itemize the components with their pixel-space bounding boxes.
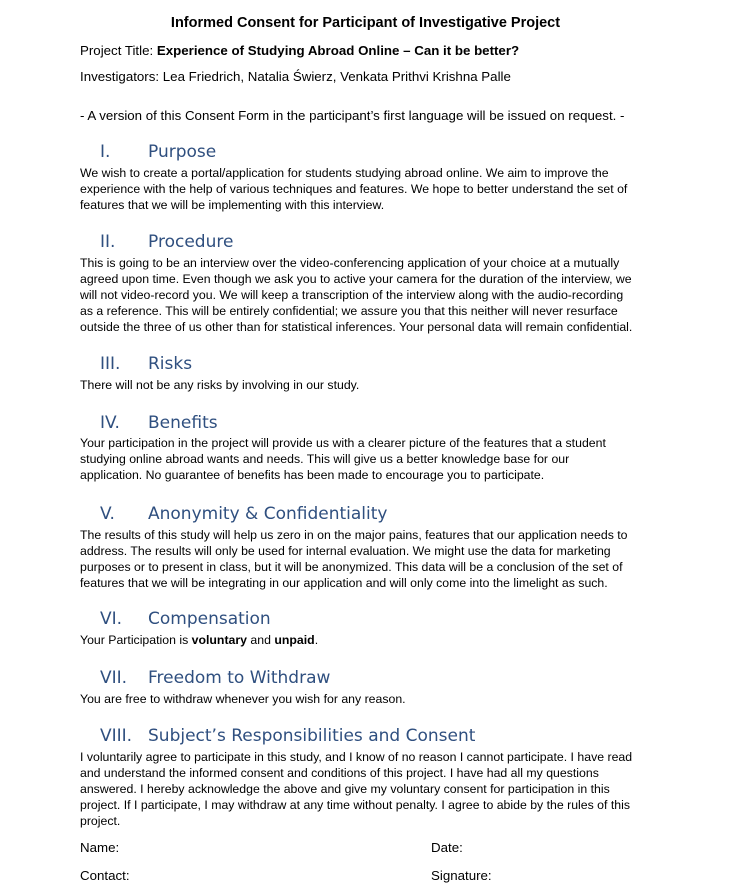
text-line: outside the three of us other than for statistical inferences. Your personal data will remain confidential. — [80, 319, 633, 334]
section-number: VI. — [100, 609, 123, 629]
text-line: The results of this study will help us zero in on the major pains, features that our application needs to — [80, 528, 628, 542]
compensation-unpaid: unpaid — [274, 633, 315, 647]
text-line: application. No guarantee of benefits has been made to encourage you to participate. — [80, 467, 545, 482]
section-body-risks — [80, 378, 665, 394]
section-number: I. — [100, 142, 111, 162]
text-line: I voluntarily agree to participate in this study, and I know of no reason I cannot participate. I have read — [80, 750, 633, 764]
section-title: Risks — [148, 354, 193, 374]
section-heading-procedure — [100, 232, 233, 252]
text-line: project. — [80, 813, 121, 828]
language-note: - A version of this Consent Form in the participant’s first language will be issued on request. - — [80, 108, 625, 123]
section-body-compensation — [80, 633, 665, 649]
text-line: You are free to withdraw whenever you wish for any reason. — [80, 692, 406, 706]
text-line: and understand the informed consent and conditions of this project. I have had all my questions — [80, 765, 599, 780]
document-title: Informed Consent for Participant of Investigative Project — [170, 15, 561, 31]
compensation-suffix: . — [314, 633, 319, 647]
compensation-and: and — [247, 633, 275, 647]
section-title: Compensation — [148, 609, 271, 629]
section-body-consent — [80, 750, 665, 830]
project-title-line — [80, 43, 519, 58]
text-line: agreed upon time. Even though we ask you to active your camera for the duration of the interview, we — [80, 271, 632, 286]
text-line: answered. I hereby acknowledge the above and give my voluntary consent for participation in this — [80, 781, 610, 796]
section-title: Subject’s Responsibilities and Consent — [148, 726, 476, 746]
compensation-prefix: Your Participation is — [80, 633, 192, 647]
section-number: III. — [100, 354, 121, 374]
signature-field-label: Signature: — [431, 868, 492, 883]
project-title-label: Project Title: — [80, 43, 157, 58]
section-body-anonymity — [80, 528, 665, 592]
section-heading-withdraw — [100, 668, 330, 688]
text-line: as a reference. This will be entirely confidential; we assure you that this neither will never resurface — [80, 303, 618, 318]
section-body-procedure — [80, 256, 665, 336]
section-body-purpose — [80, 166, 665, 214]
section-heading-purpose — [100, 142, 216, 162]
section-heading-risks — [100, 354, 192, 374]
investigators-line: Investigators: Lea Friedrich, Natalia Świerz, Venkata Prithvi Krishna Palle — [80, 69, 511, 84]
text-line: We wish to create a portal/application for students studying abroad online. We aim to improve the — [80, 166, 609, 180]
section-heading-compensation — [100, 609, 271, 629]
section-title: Anonymity & Confidentiality — [148, 504, 388, 524]
section-body-withdraw — [80, 692, 665, 708]
section-heading-anonymity — [100, 504, 387, 524]
contact-field-label: Contact: — [80, 868, 130, 883]
section-body-benefits — [80, 436, 665, 484]
name-field-label: Name: — [80, 840, 120, 855]
text-line: features that we will be implementing with this interview. — [80, 197, 385, 212]
text-line: Your participation in the project will provide us with a clearer picture of the features that a student — [80, 436, 606, 450]
text-line: address. The results will only be used for internal evaluation. We might use the data for marketing — [80, 543, 611, 558]
text-line: purposes or to present in class, but it will be anonymized. This data will be a conclusion of the set of — [80, 559, 623, 574]
text-line: project. If I participate, I may withdraw at any time without penalty. I agree to abide by the rules of this — [80, 797, 630, 812]
text-line — [80, 633, 665, 649]
section-title: Procedure — [148, 232, 234, 252]
section-title: Freedom to Withdraw — [148, 668, 331, 688]
section-title: Purpose — [148, 142, 217, 162]
section-heading-consent — [100, 726, 475, 746]
section-heading-benefits — [100, 413, 218, 433]
text-line: studying online abroad wants and needs. This will give us a better knowledge base for our — [80, 451, 570, 466]
section-number: VII. — [100, 668, 128, 688]
text-line: This is going to be an interview over the video-conferencing application of your choice at a mutually — [80, 256, 620, 270]
compensation-voluntary: voluntary — [191, 633, 248, 647]
date-field-label: Date: — [431, 840, 463, 855]
text-line: features that we will be integrating in our application and will only come into the limelight as such. — [80, 575, 608, 590]
section-number: VIII. — [100, 726, 133, 746]
section-number: V. — [100, 504, 115, 524]
section-title: Benefits — [148, 413, 218, 433]
section-number: II. — [100, 232, 116, 252]
section-number: IV. — [100, 413, 120, 433]
text-line: will not video-record you. We will keep a transcription of the interview along with the audio-recording — [80, 287, 624, 302]
text-line: experience with the help of various techniques and features. We hope to better understand the set of — [80, 181, 628, 196]
project-title: Experience of Studying Abroad Online – Can it be better? — [156, 43, 520, 58]
text-line: There will not be any risks by involving in our study. — [80, 378, 360, 392]
